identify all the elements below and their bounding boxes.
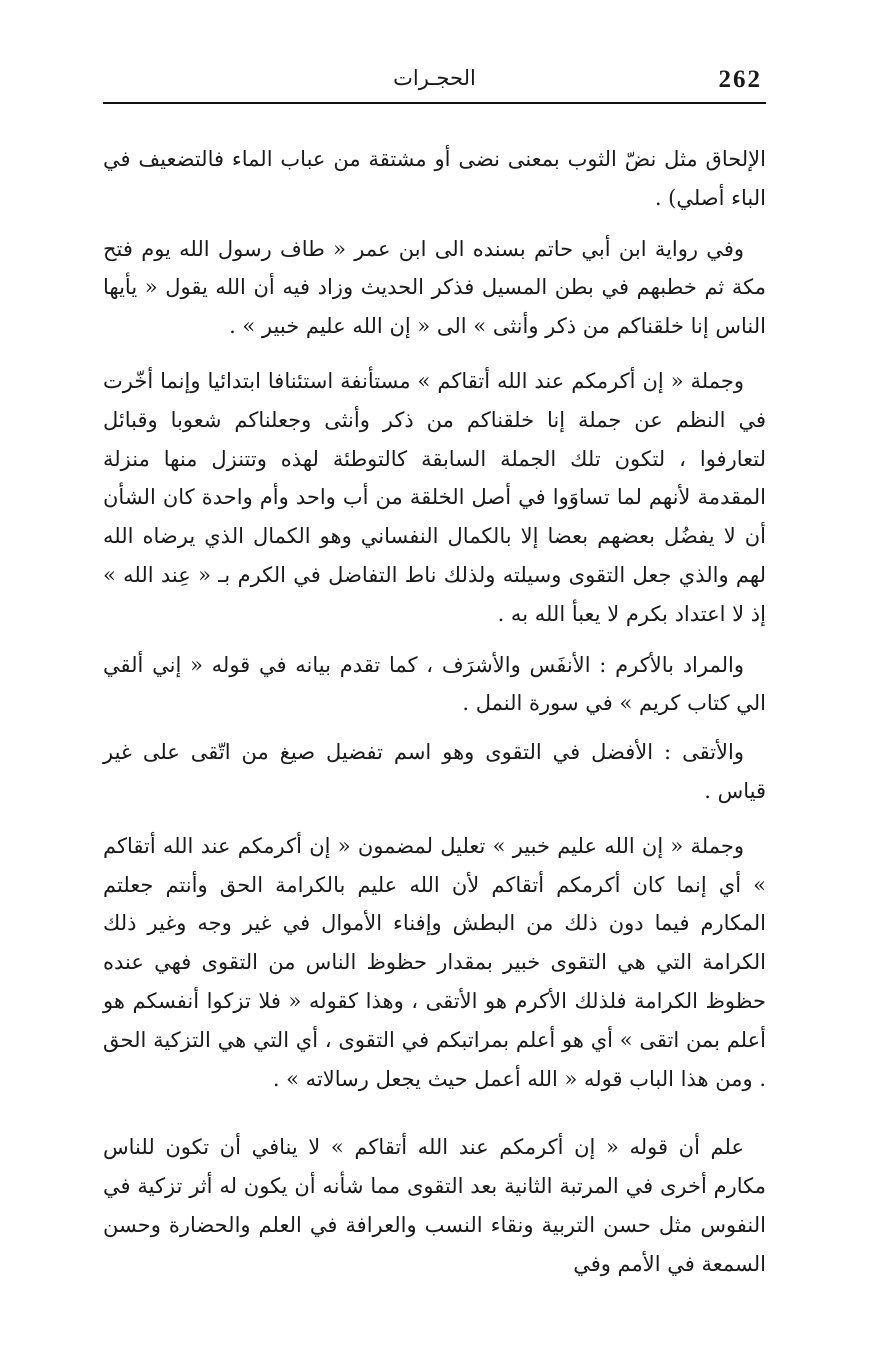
paragraph: والأتقى : الأفضل في التقوى وهو اسم تفضيل صيغ من اتّقى على غير قياس . <box>103 740 766 803</box>
paragraph: وفي رواية ابن أبي حاتم بسنده الى ابن عمر « طاف رسول الله يوم فتح مكة ثم خطبهم في بطن المسيل فذكر الحديث وزاد فيه أن الله يقول « يأيها الناس إنا خلقناكم من ذكر وأنثى » الى « إن الله عليم خبير » . <box>103 236 766 339</box>
running-title: الحجـرات <box>393 66 476 90</box>
page-number: 262 <box>718 66 762 93</box>
page-header <box>103 60 766 104</box>
paragraph: وجملة « إن الله عليم خبير » تعليل لمضمون « إن أكرمكم عند الله أتقاكم » أي إنما كان أكرمكم أتقاكم لأن الله عليم بالكرامة الحق وأنتم جعلتم المكارم فيما دون ذلك من البطش وإفناء الأموال في غير وجه وغير ذلك الكرامة التي هي التقوى خبير بمقدار حظوظ الناس من التقوى فهي عنده حظوظ الكرامة فلذلك الأكرم هو الأتقى ، وهذا كقوله « فلا تزكوا أنفسكم هو أعلم بمن اتقى » أي هو أعلم بمراتبكم في التقوى ، أي التي هي التزكية الحق . ومن هذا الباب قوله « الله أعمل حيث يجعل رسالاته » . <box>103 833 766 1091</box>
paragraph: وجملة « إن أكرمكم عند الله أتقاكم » مستأنفة استئنافا ابتدائيا وإنما أخّرت في النظم عن جملة إنا خلقناكم من ذكر وأنثى وجعلناكم شعوبا وقبائل لتعارفوا ، لتكون تلك الجملة السابقة كالتوطئة لهذه وتتنزل منها منزلة المقدمة لأنهم لما تساوَوا في أصل الخلقة من أب واحد وأم واحدة كان الشأن أن لا يفضُل بعضهم بعضا إلا بالكمال النفساني وهو الكمال الذي يرضاه الله لهم والذي جعل التقوى وسيلته ولذلك ناط التفاضل في الكرم بـ « عِند الله » إذ لا اعتداد بكرم لا يعبأ الله به . <box>103 368 766 626</box>
paragraph: والمراد بالأكرم : الأنفَس والأشرَف ، كما تقدم بيانه في قوله « إني ألقي الي كتاب كريم » في سورة النمل . <box>103 652 766 716</box>
body-text <box>103 140 766 1284</box>
header-rule <box>103 102 766 104</box>
paragraph: الإلحاق مثل نضّ الثوب بمعنى نضى أو مشتقة من عباب الماء فالتضعيف في الباء أصلي) . <box>103 147 766 210</box>
paragraph: علم أن قوله « إن أكرمكم عند الله أتقاكم » لا ينافي أن تكون للناس مكارم أخرى في المرتبة الثانية بعد التقوى مما شأنه أن يكون له أثر تزكية في النفوس مثل حسن التربية ونقاء النسب والعرافة في العلم والحضارة وحسن السمعة في الأمم وفي <box>103 1135 766 1276</box>
